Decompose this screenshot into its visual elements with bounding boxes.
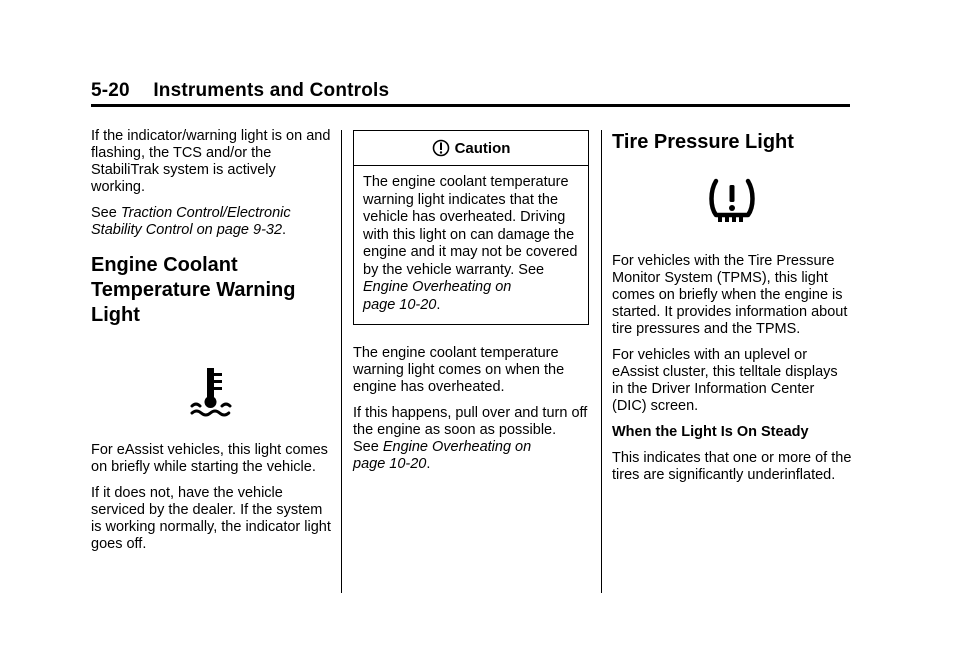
caution-text: The engine coolant temperature warning light indicates that the vehicle has overheated. Driving with this light on can damage the engine and it may not be covered by the vehicle warranty. See	[363, 174, 578, 278]
tpms-paragraph: For vehicles with the Tire Pressure Monitor System (TPMS), this light comes on briefly when the engine is started. It provides information about tire pressures and the TPMS.	[612, 253, 848, 337]
see-suffix-2: .	[426, 456, 431, 472]
eassist-paragraph: For eAssist vehicles, this light comes on briefly while starting the vehicle.	[91, 442, 328, 475]
column-divider-1	[341, 130, 342, 593]
tire-pressure-icon	[706, 177, 758, 225]
steady-light-subheading: When the Light Is On Steady	[612, 424, 809, 440]
overheating-see-paragraph	[353, 439, 589, 473]
see-prefix-2: See	[353, 439, 379, 455]
tire-pressure-heading: Tire Pressure Light	[612, 131, 794, 153]
engine-coolant-heading	[91, 253, 331, 328]
see-reference-link[interactable]: Traction Control/Electronic Stability Control on page 9-32	[91, 205, 291, 238]
coolant-temperature-icon	[189, 366, 233, 418]
see-prefix: See	[91, 205, 117, 221]
column-divider-2	[601, 130, 602, 593]
section-title: Instruments and Controls	[153, 80, 390, 101]
caution-ref-line-2: page 10-20	[363, 296, 437, 313]
intro-paragraph: If the indicator/warning light is on and flashing, the TCS and/or the StabiliTrak system is actively working.	[91, 128, 331, 195]
caution-warning-icon	[432, 139, 450, 157]
overheating-ref-link[interactable]	[353, 439, 531, 472]
caution-ref-line-1: Engine Overheating on	[363, 279, 512, 295]
heading-line-2: Temperature Warning	[91, 279, 296, 301]
steady-light-paragraph: This indicates that one or more of the tires are significantly underinflated.	[612, 450, 852, 483]
overheating-ref-line-1: Engine Overheating on	[382, 439, 532, 455]
see-suffix: .	[282, 222, 287, 238]
column-2	[353, 128, 589, 482]
header-rule	[91, 104, 850, 107]
caution-title: Caution	[454, 139, 511, 157]
tire-pressure-icon-wrap	[612, 177, 852, 225]
see-reference-paragraph	[91, 205, 331, 239]
page-number: 5-20	[91, 80, 130, 101]
column-1	[91, 128, 331, 562]
coolant-temperature-icon-wrap	[91, 366, 331, 418]
heading-line-1: Engine Coolant	[91, 254, 238, 276]
caution-box	[353, 130, 589, 325]
caution-header	[354, 131, 588, 166]
uplevel-paragraph: For vehicles with an uplevel or eAssist cluster, this telltale displays in the Driver Information Center (DIC) screen.	[612, 347, 838, 414]
comes-on-paragraph: The engine coolant temperature warning light comes on when the engine has overheated.	[353, 345, 565, 395]
page-header	[91, 80, 389, 102]
overheating-ref-line-2: page 10-20	[353, 456, 427, 472]
service-paragraph: If it does not, have the vehicle serviced by the dealer. If the system is working normally, the indicator light goes off.	[91, 485, 331, 552]
caution-body	[354, 166, 588, 324]
column-3	[612, 128, 852, 493]
caution-ref-suffix: .	[436, 296, 441, 313]
pull-over-paragraph: If this happens, pull over and turn off the engine as soon as possible.	[353, 405, 588, 438]
heading-line-3: Light	[91, 304, 140, 326]
